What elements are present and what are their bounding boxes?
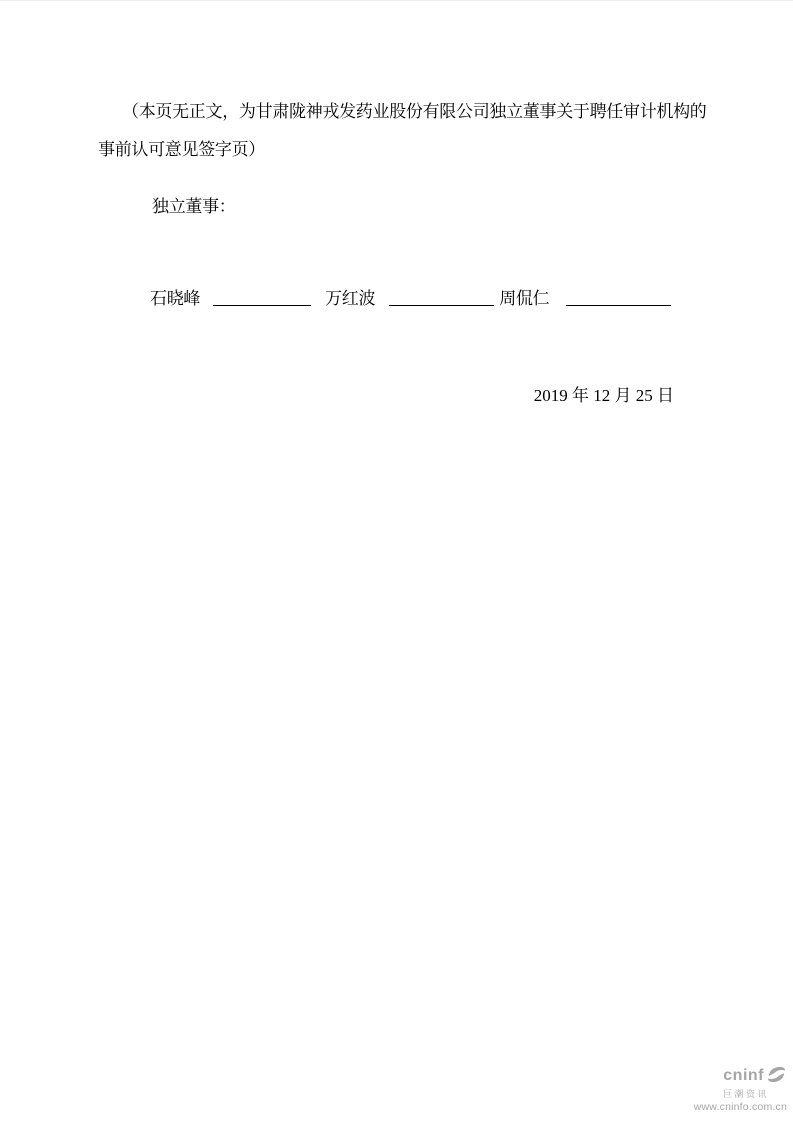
signature-blank-line-2 <box>389 304 494 306</box>
signatory-name-2: 万红波 <box>325 289 376 308</box>
signatory-name-1: 石晓峰 <box>150 289 201 308</box>
cninfo-swirl-icon <box>766 1065 787 1088</box>
signature-row <box>150 288 671 310</box>
statement-paragraph-line-1: （本页无正文，为甘肃陇神戎发药业股份有限公司独立董事关于聘任审计机构的 <box>122 102 707 121</box>
cninfo-wordmark: cninf <box>723 1067 764 1084</box>
signature-blank-line-3 <box>566 304 671 306</box>
cninfo-website: www.cninfo.com.cn <box>693 1100 787 1113</box>
cninfo-logo <box>694 1065 787 1088</box>
independent-directors-label: 独立董事： <box>152 197 236 216</box>
cninfo-brand-chinese: 巨潮资讯 <box>722 1088 769 1099</box>
statement-paragraph-line-2: 事前认可意见签字页） <box>98 140 265 159</box>
signatory-name-3: 周侃仁 <box>499 289 550 308</box>
document-date: 2019 年 12 月 25 日 <box>533 386 674 405</box>
signature-blank-line-1 <box>213 304 311 306</box>
cninfo-watermark <box>694 1065 787 1113</box>
